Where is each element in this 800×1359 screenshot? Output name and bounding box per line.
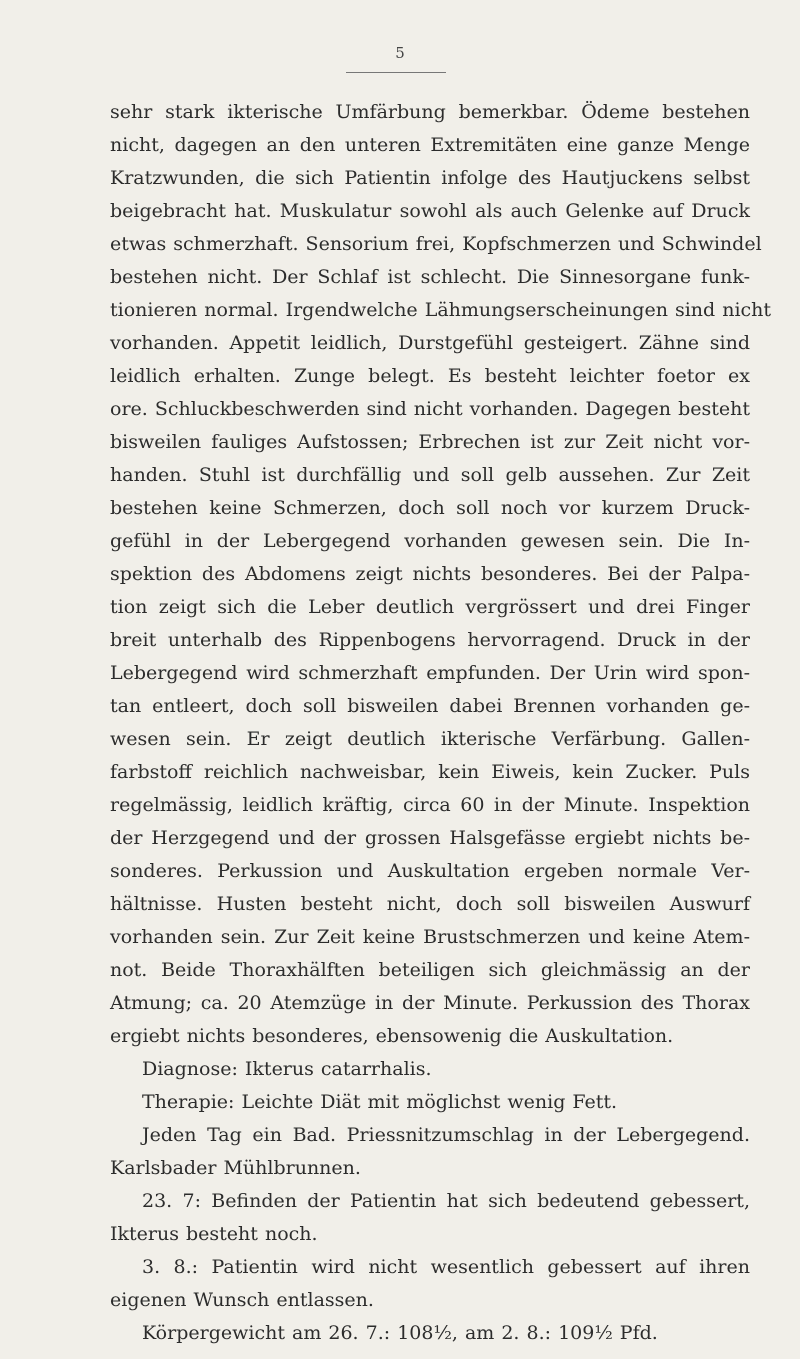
text-line: tionieren normal. Irgendwelche Lähmungserscheinungen sind nicht xyxy=(110,299,772,321)
text-line: breit unterhalb des Rippenbogens hervorragend. Druck in der xyxy=(110,629,750,651)
text-line: bestehen nicht. Der Schlaf ist schlecht. Die Sinnesorgane funk- xyxy=(110,266,750,288)
text-line: eigenen Wunsch entlassen. xyxy=(110,1289,374,1311)
text-line: bestehen keine Schmerzen, doch soll noch vor kurzem Druck- xyxy=(110,497,750,519)
text-line: vorhanden sein. Zur Zeit keine Brustschmerzen und keine Atem- xyxy=(110,926,750,948)
text-line: sonderes. Perkussion und Auskultation ergeben normale Ver- xyxy=(110,860,750,882)
text-line: Jeden Tag ein Bad. Priessnitzumschlag in der Lebergegend. xyxy=(142,1124,750,1146)
text-line: Lebergegend wird schmerzhaft empfunden. Der Urin wird spon- xyxy=(110,662,750,684)
text-line: bisweilen fauliges Aufstossen; Erbrechen ist zur Zeit nicht vor- xyxy=(110,431,750,453)
text-line: 23. 7: Befinden der Patientin hat sich bedeutend gebessert, xyxy=(142,1190,750,1212)
text-line: not. Beide Thoraxhälften beteiligen sich gleichmässig an der xyxy=(110,959,750,981)
text-line: vorhanden. Appetit leidlich, Durstgefühl gesteigert. Zähne sind xyxy=(110,332,750,354)
text-line: farbstoff reichlich nachweisbar, kein Eiweis, kein Zucker. Puls xyxy=(110,761,750,783)
text-line: wesen sein. Er zeigt deutlich ikterische Verfärbung. Gallen- xyxy=(110,728,750,750)
text-line: handen. Stuhl ist durchfällig und soll gelb aussehen. Zur Zeit xyxy=(110,464,750,486)
text-line: Therapie: Leichte Diät mit möglichst wenig Fett. xyxy=(142,1091,618,1113)
text-line: Karlsbader Mühlbrunnen. xyxy=(110,1157,361,1179)
page-number-rule xyxy=(346,72,446,73)
text-line: Ikterus besteht noch. xyxy=(110,1223,318,1245)
text-line: gefühl in der Lebergegend vorhanden gewesen sein. Die In- xyxy=(110,530,750,552)
text-line: leidlich erhalten. Zunge belegt. Es besteht leichter foetor ex xyxy=(110,365,750,387)
text-line: tan entleert, doch soll bisweilen dabei Brennen vorhanden ge- xyxy=(110,695,750,717)
text-line: ergiebt nichts besonderes, ebensowenig die Auskultation. xyxy=(110,1025,674,1047)
text-line: Körpergewicht am 26. 7.: 108½, am 2. 8.: 109½ Pfd. xyxy=(142,1322,658,1344)
page-number: 5 xyxy=(395,44,405,62)
text-line: spektion des Abdomens zeigt nichts besonderes. Bei der Palpa- xyxy=(110,563,750,585)
body-text xyxy=(110,96,772,1350)
text-line: beigebracht hat. Muskulatur sowohl als auch Gelenke auf Druck xyxy=(110,200,750,222)
text-line: ore. Schluckbeschwerden sind nicht vorhanden. Dagegen besteht xyxy=(110,398,750,420)
text-line: regelmässig, leidlich kräftig, circa 60 in der Minute. Inspektion xyxy=(110,794,750,816)
text-line: nicht, dagegen an den unteren Extremitäten eine ganze Menge xyxy=(110,134,750,156)
text-line: hältnisse. Husten besteht nicht, doch soll bisweilen Auswurf xyxy=(110,893,750,915)
text-line: der Herzgegend und der grossen Halsgefässe ergiebt nichts be- xyxy=(110,827,750,849)
text-line: Kratzwunden, die sich Patientin infolge des Hautjuckens selbst xyxy=(110,167,750,189)
text-line: Atmung; ca. 20 Atemzüge in der Minute. Perkussion des Thorax xyxy=(110,992,750,1014)
text-line: 3. 8.: Patientin wird nicht wesentlich gebessert auf ihren xyxy=(142,1256,750,1278)
text-line: Diagnose: Ikterus catarrhalis. xyxy=(142,1058,432,1080)
text-line: etwas schmerzhaft. Sensorium frei, Kopfschmerzen und Schwindel xyxy=(110,233,762,255)
text-line: tion zeigt sich die Leber deutlich vergrössert und drei Finger xyxy=(110,596,750,618)
text-line: sehr stark ikterische Umfärbung bemerkbar. Ödeme bestehen xyxy=(110,101,750,123)
